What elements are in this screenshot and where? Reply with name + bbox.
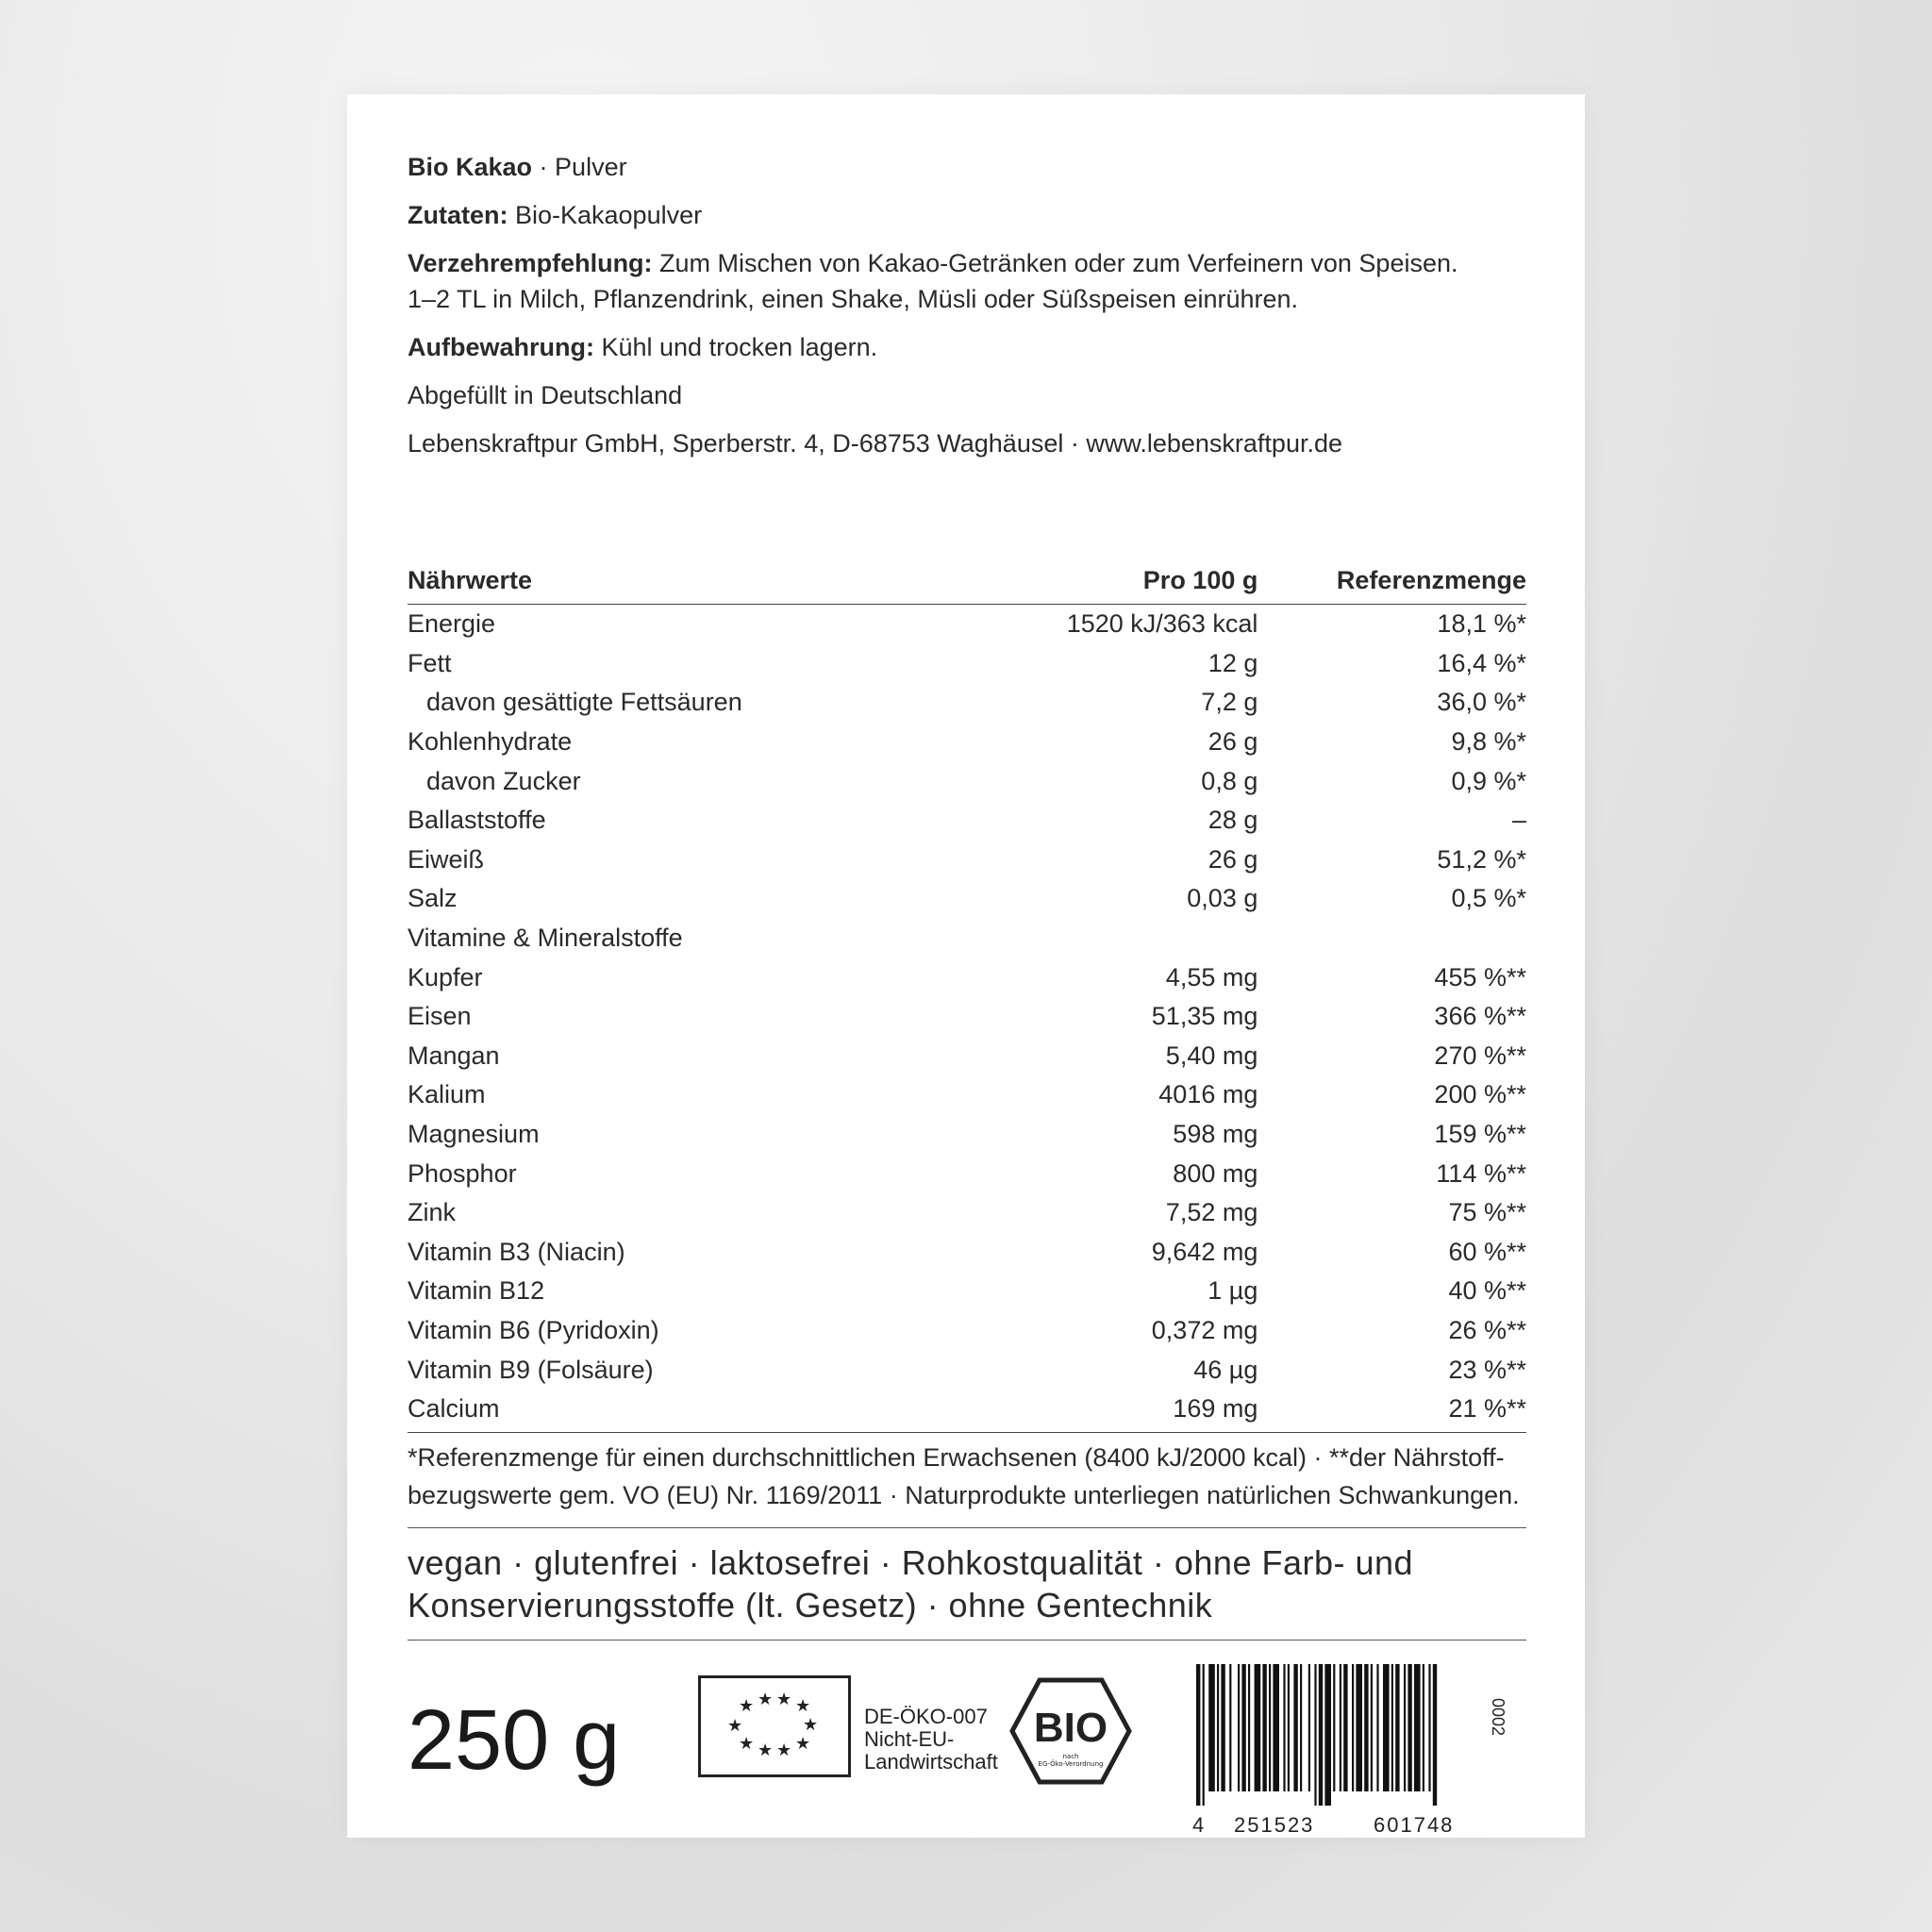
svg-text:★: ★ bbox=[803, 1715, 819, 1735]
nutrient-reference: 75 %** bbox=[1448, 1198, 1526, 1227]
svg-text:EG-Öko-Verordnung: EG-Öko-Verordnung bbox=[1038, 1760, 1104, 1768]
nutrition-header-row bbox=[408, 557, 1526, 605]
nutrient-name: Vitamin B12 bbox=[408, 1276, 545, 1306]
nutrient-value: 0,8 g bbox=[1201, 766, 1258, 795]
company-line: Lebenskraftpur GmbH, Sperberstr. 4, D-68753 Waghäusel · www.lebenskraftpur.de bbox=[408, 429, 1342, 458]
nutrient-name: Fett bbox=[408, 648, 452, 677]
nutrient-reference: 0,5 %* bbox=[1451, 884, 1526, 913]
barcode-bar bbox=[1208, 1664, 1215, 1791]
barcode-bar bbox=[1314, 1664, 1316, 1806]
nutrient-value: 800 mg bbox=[1173, 1158, 1258, 1188]
eco-code: DE-ÖKO-007 bbox=[864, 1705, 988, 1728]
nutrient-value: 28 g bbox=[1208, 806, 1258, 835]
svg-text:★: ★ bbox=[795, 1734, 811, 1754]
nutrition-table bbox=[408, 557, 1526, 1428]
nutrition-row bbox=[408, 1193, 1526, 1233]
nutrition-row bbox=[408, 1037, 1526, 1076]
nutrition-row bbox=[408, 919, 1526, 958]
bio-seal-icon bbox=[1009, 1677, 1132, 1785]
product-label bbox=[347, 94, 1585, 1838]
nutrition-row bbox=[408, 801, 1526, 841]
barcode-bar bbox=[1319, 1664, 1323, 1806]
nutrient-name: Eiweiß bbox=[408, 844, 485, 874]
barcode-bar bbox=[1273, 1664, 1279, 1791]
barcode-bar bbox=[1308, 1664, 1310, 1791]
nutrient-value: 51,35 mg bbox=[1151, 1002, 1258, 1031]
nutrient-name: Ballaststoffe bbox=[408, 806, 546, 835]
barcode-right-digits: 601748 bbox=[1374, 1813, 1455, 1837]
nutrition-row bbox=[408, 761, 1526, 801]
nutrient-reference: 366 %** bbox=[1434, 1002, 1526, 1031]
barcode-bar bbox=[1238, 1664, 1240, 1791]
nutrient-value: 0,372 mg bbox=[1151, 1315, 1258, 1344]
nutrient-value: 46 µg bbox=[1193, 1355, 1258, 1384]
nutrient-reference: 16,4 %* bbox=[1437, 648, 1526, 677]
barcode-bar bbox=[1340, 1664, 1341, 1791]
barcode-icon bbox=[1192, 1664, 1532, 1806]
product-title: Bio Kakao · Pulver bbox=[408, 153, 627, 181]
barcode-bar bbox=[1407, 1664, 1411, 1791]
nutrient-name: Mangan bbox=[408, 1041, 500, 1070]
barcode-bar bbox=[1203, 1664, 1205, 1806]
bio-seal-text: BIO bbox=[1033, 1705, 1108, 1751]
nutrient-name: Kohlenhydrate bbox=[408, 727, 573, 757]
barcode-bar bbox=[1283, 1664, 1285, 1791]
svg-text:★: ★ bbox=[795, 1696, 811, 1716]
ingredients-line: Zutaten: Bio-Kakaopulver bbox=[408, 201, 703, 229]
barcode-bar bbox=[1414, 1664, 1421, 1791]
barcode-bar bbox=[1229, 1664, 1231, 1791]
footnote: *Referenzmenge für einen durchschnittlichen Erwachsenen (8400 kJ/2000 kcal) · **der Nährstoff- bezugswerte gem. VO (EU) Nr. 1169/2011 · Naturprodukte unterliegen natürlichen Schwankungen. bbox=[408, 1433, 1526, 1528]
nutrient-name: Phosphor bbox=[408, 1158, 517, 1188]
svg-text:★: ★ bbox=[739, 1734, 755, 1754]
nutrition-row bbox=[408, 644, 1526, 684]
nutrient-reference: 9,8 %* bbox=[1451, 727, 1526, 757]
nutrient-value: 9,642 mg bbox=[1151, 1237, 1258, 1266]
nutrient-reference: 159 %** bbox=[1434, 1120, 1526, 1149]
barcode-bar bbox=[1333, 1664, 1335, 1791]
nutrient-value: 26 g bbox=[1208, 727, 1258, 757]
nutrient-name: Vitamin B6 (Pyridoxin) bbox=[408, 1315, 659, 1344]
nutrient-value: 169 mg bbox=[1173, 1394, 1258, 1424]
nutrient-value: 7,52 mg bbox=[1165, 1198, 1258, 1227]
barcode-side-digits: 0002 bbox=[1489, 1698, 1507, 1737]
nutrient-name: Calcium bbox=[408, 1394, 500, 1424]
nutrient-reference: 60 %** bbox=[1448, 1237, 1526, 1266]
barcode-bar bbox=[1196, 1664, 1200, 1806]
storage-line: Aufbewahrung: Kühl und trocken lagern. bbox=[408, 333, 878, 361]
nutrient-reference: 0,9 %* bbox=[1451, 766, 1526, 795]
nutrient-reference: 36,0 %* bbox=[1437, 688, 1526, 717]
barcode-bar bbox=[1395, 1664, 1399, 1791]
nutrition-row bbox=[408, 1272, 1526, 1311]
barcode-bar bbox=[1241, 1664, 1245, 1791]
nutrient-value: 0,03 g bbox=[1187, 884, 1258, 913]
svg-text:★: ★ bbox=[776, 1740, 792, 1760]
nutrient-reference: 18,1 %* bbox=[1437, 609, 1526, 639]
nutrient-reference: 40 %** bbox=[1448, 1276, 1526, 1306]
nutrient-name: Salz bbox=[408, 884, 458, 913]
nutrient-value: 1 µg bbox=[1208, 1276, 1258, 1306]
nutrient-value: 12 g bbox=[1208, 648, 1258, 677]
nutrient-name: Magnesium bbox=[408, 1120, 540, 1149]
nutrition-row bbox=[408, 683, 1526, 723]
header-reference: Referenzmenge bbox=[1257, 557, 1526, 605]
nutrition-row bbox=[408, 1075, 1526, 1115]
barcode-bar bbox=[1364, 1664, 1368, 1791]
nutrition-row bbox=[408, 1154, 1526, 1193]
barcode-bar bbox=[1383, 1664, 1390, 1791]
nutrition-row bbox=[408, 1311, 1526, 1351]
barcode-bar bbox=[1300, 1664, 1302, 1791]
nutrient-value bbox=[967, 919, 1257, 958]
nutrient-name: Vitamin B3 (Niacin) bbox=[408, 1237, 625, 1266]
origin-line: Abgefüllt in Deutschland bbox=[408, 381, 683, 409]
svg-text:★: ★ bbox=[776, 1690, 792, 1709]
nutrient-name: Kupfer bbox=[408, 962, 483, 991]
nutrient-reference: 51,2 %* bbox=[1437, 844, 1526, 874]
nutrient-value: 4,55 mg bbox=[1165, 962, 1258, 991]
barcode-bar bbox=[1217, 1664, 1219, 1791]
barcode-bar bbox=[1356, 1664, 1362, 1791]
barcode-bar bbox=[1404, 1664, 1406, 1791]
barcode-bar bbox=[1371, 1664, 1373, 1791]
barcode-bar bbox=[1288, 1664, 1290, 1791]
nutrition-row bbox=[408, 997, 1526, 1037]
nutrient-reference: – bbox=[1511, 806, 1526, 835]
nutrient-value: 1520 kJ/363 kcal bbox=[1066, 609, 1258, 639]
nutrition-row bbox=[408, 1115, 1526, 1155]
barcode-bar bbox=[1343, 1664, 1347, 1791]
barcode-first-digit: 4 bbox=[1192, 1813, 1205, 1837]
barcode-bar bbox=[1423, 1664, 1424, 1791]
nutrition-row bbox=[408, 879, 1526, 919]
nutrient-name: Energie bbox=[408, 609, 496, 639]
nutrition-row bbox=[408, 841, 1526, 880]
header-per-100g: Pro 100 g bbox=[967, 557, 1257, 605]
barcode-bar bbox=[1262, 1664, 1266, 1791]
nutrient-name: Eisen bbox=[408, 1002, 472, 1031]
nutrient-value: 7,2 g bbox=[1201, 688, 1258, 717]
svg-text:★: ★ bbox=[758, 1740, 774, 1760]
nutrient-reference: 26 %** bbox=[1448, 1315, 1526, 1344]
nutrient-value: 5,40 mg bbox=[1165, 1041, 1258, 1070]
barcode-bar bbox=[1428, 1664, 1430, 1791]
header-nutrients: Nährwerte bbox=[408, 557, 967, 605]
eco-control-text: DE-ÖKO-007 Nicht-EU- Landwirtschaft bbox=[864, 1705, 998, 1774]
barcode-bar bbox=[1352, 1664, 1354, 1791]
nutrition-row bbox=[408, 1390, 1526, 1429]
barcode-bar bbox=[1221, 1664, 1224, 1791]
nutrition-row bbox=[408, 605, 1526, 644]
barcode-left-digits: 251523 bbox=[1234, 1813, 1315, 1837]
nutrition-rows bbox=[408, 605, 1526, 1429]
product-info bbox=[408, 149, 1540, 474]
nutrition-row bbox=[408, 1350, 1526, 1390]
nutrient-reference: 455 %** bbox=[1434, 962, 1526, 991]
nutrient-reference: 21 %** bbox=[1448, 1394, 1526, 1424]
svg-text:★: ★ bbox=[727, 1716, 743, 1736]
nutrient-name: davon gesättigte Fettsäuren bbox=[426, 688, 742, 717]
nutrient-name: Zink bbox=[408, 1198, 457, 1227]
barcode-bar bbox=[1269, 1664, 1271, 1791]
net-weight: 250 g bbox=[408, 1693, 621, 1788]
nutrient-name: Vitamine & Mineralstoffe bbox=[408, 924, 683, 953]
barcode-bar bbox=[1293, 1664, 1297, 1791]
barcode-bar bbox=[1433, 1664, 1437, 1806]
nutrient-reference: 270 %** bbox=[1434, 1041, 1526, 1070]
nutrient-reference: 200 %** bbox=[1434, 1080, 1526, 1109]
svg-text:★: ★ bbox=[758, 1690, 774, 1709]
eu-organic-logo-icon bbox=[698, 1675, 851, 1777]
nutrient-value: 26 g bbox=[1208, 844, 1258, 874]
barcode-bar bbox=[1255, 1664, 1261, 1791]
nutrient-reference: 114 %** bbox=[1436, 1158, 1526, 1188]
svg-text:★: ★ bbox=[739, 1696, 755, 1716]
svg-text:nach: nach bbox=[1062, 1753, 1079, 1760]
usage-recommendation: Verzehrempfehlung: Zum Mischen von Kakao-Getränken oder zum Verfeinern von Speisen. 1–2 TL in Milch, Pflanzendrink, einen Shake, Müsli oder Süßspeisen einrühren. bbox=[408, 249, 1458, 313]
nutrition-row bbox=[408, 958, 1526, 997]
product-claims: vegan · glutenfrei · laktosefrei · Rohkostqualität · ohne Farb- und Konservierungsstoffe (lt. Gesetz) · ohne Gentechnik bbox=[408, 1528, 1526, 1641]
nutrient-name: Kalium bbox=[408, 1080, 486, 1109]
barcode-bar bbox=[1376, 1664, 1378, 1791]
nutrient-reference bbox=[1257, 919, 1526, 958]
nutrient-value: 598 mg bbox=[1173, 1120, 1258, 1149]
nutrient-name: davon Zucker bbox=[426, 766, 581, 795]
barcode-bar bbox=[1391, 1664, 1393, 1791]
nutrition-row bbox=[408, 1233, 1526, 1273]
barcode-bar bbox=[1324, 1664, 1331, 1806]
nutrient-value: 4016 mg bbox=[1158, 1080, 1258, 1109]
barcode-bar bbox=[1248, 1664, 1250, 1791]
nutrition-row bbox=[408, 723, 1526, 762]
eu-leaf-stars-icon bbox=[701, 1678, 848, 1774]
nutrient-reference: 23 %** bbox=[1448, 1355, 1526, 1384]
nutrient-name: Vitamin B9 (Folsäure) bbox=[408, 1355, 654, 1384]
nutrition-section bbox=[408, 557, 1526, 1641]
